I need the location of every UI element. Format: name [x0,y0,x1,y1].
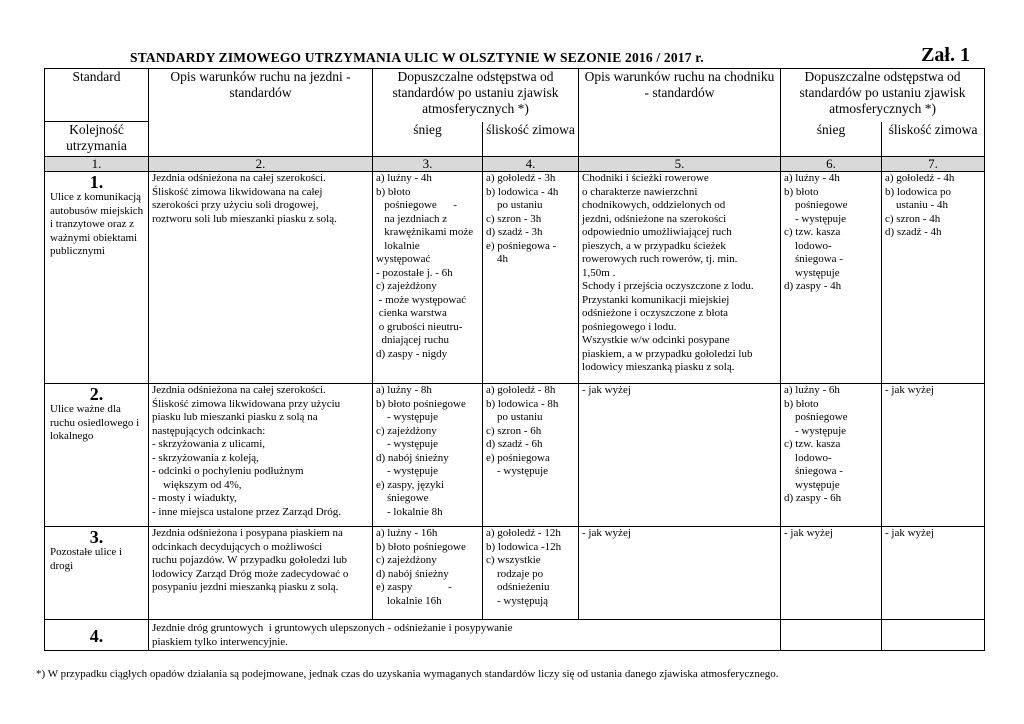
road-slip-deviation: a) gołoledź - 8h b) lodowica - 8h po ustaniu c) szron - 6h d) szadź - 6h e) pośniegowa - występuje [483,384,579,527]
column-number-row [45,157,985,172]
category-name: Pozostałe ulice i drogi [50,546,123,572]
category-number: 1. [89,172,104,192]
category-cell [45,172,149,384]
sidewalk-snow-deviation: a) luźny - 4h b) błoto pośniegowe - występuje c) tzw. kasza lodowo- śniegowa - występuje d) zaspy - 4h [781,172,882,384]
col-number: 2. [149,157,373,172]
category-name: Ulice ważne dla ruchu osiedlowego i lokalnego [50,403,140,442]
sidewalk-standard: - jak wyżej [579,384,781,527]
col-number: 6. [781,157,882,172]
road-snow-deviation: a) luźny - 8h b) błoto pośniegowe - występuje c) zajeżdżony - występuje d) nabój śnieżny - występuje e) zaspy, języki śniegowe - lokalnie 8h [373,384,483,527]
road-snow-deviation: a) luźny - 16h b) błoto pośniegowe c) zajeżdżony d) nabój śnieżny e) zaspy - lokalnie 16h [373,527,483,620]
category-cell [45,384,149,527]
table-row [45,384,985,527]
col-sw-snow: śnieg [781,122,882,157]
col-road-slip: śliskość zimowa [483,122,579,157]
road-slip-deviation: a) gołoledź - 3h b) lodowica - 4h po ustaniu c) szron - 3h d) szadź - 3h e) pośniegowa - 4h [483,172,579,384]
col-sidewalk-desc: Opis warunków ruchu na chodniku - standardów [579,69,781,122]
dirt-road-standard: Jezdnie dróg gruntowych i gruntowych ulepszonych - odśnieżanie i posypywanie piaskiem tylko interwencyjnie. [149,620,781,651]
col-road-snow: śnieg [373,122,483,157]
category-name: Ulice z komunikacją autobusów miejskich i tranzytowe oraz z ważnymi obiektami publicznymi [50,191,144,257]
road-standard: Jezdnia odśnieżona i posypana piaskiem na odcinkach decydujących o możliwości ruchu pojazdów. W przypadku gołoledzi lub lodowicy Zarząd Dróg może zadecydować o posypaniu jezdni mieszanką piasku z solą. [149,527,373,620]
col-order: Kolejność utrzymania [45,122,149,157]
col-number: 4. [483,157,579,172]
sidewalk-snow-deviation: a) luźny - 6h b) błoto pośniegowe - występuje c) tzw. kasza lodowo- śniegowa - występuje d) zaspy - 6h [781,384,882,527]
empty-cell [882,620,985,651]
title-bar [44,44,984,68]
col-number: 3. [373,157,483,172]
col-sidewalk-deviation: Dopuszczalne odstępstwa od standardów po ustaniu zjawisk atmosferycznych *) [781,69,985,122]
col-number: 5. [579,157,781,172]
sidewalk-slip-deviation: - jak wyżej [882,527,985,620]
category-number: 3. [89,527,104,547]
standards-table [44,68,985,651]
road-snow-deviation: a) luźny - 4h b) błoto pośniegowe - na jezdniach z krawężnikami może lokalnie występować - pozostałe j. - 6h c) zajeżdżony - może występować cienka warstwa o grubości nieutru- dniającej ruchu d) zaspy - nigdy [373,172,483,384]
header-row-1 [45,69,985,122]
sidewalk-standard: - jak wyżej [579,527,781,620]
col-sw-slip: śliskość zimowa [882,122,985,157]
attachment-label: Zał. 1 [921,44,970,66]
road-standard: Jezdnia odśnieżona na całej szerokości. Śliskość zimowa likwidowana na całej szerokości przy użyciu soli drogowej, roztworu soli lub mieszanki piasku z solą. [149,172,373,384]
col-road-desc-cont [149,122,373,157]
category-number: 2. [89,384,104,404]
col-road-deviation: Dopuszczalne odstępstwa od standardów po ustaniu zjawisk atmosferycznych *) [373,69,579,122]
document-title: STANDARDY ZIMOWEGO UTRZYMANIA ULIC W OLSZTYNIE W SEZONIE 2016 / 2017 r. [130,50,704,65]
sidewalk-slip-deviation: - jak wyżej [882,384,985,527]
category-number: 4. [89,625,104,646]
road-standard: Jezdnia odśnieżona na całej szerokości. Śliskość zimowa likwidowana przy użyciu piasku lub mieszanki piasku z solą na następujących odcinkach: - skrzyżowania z ulicami, - skrzyżowania z koleją, - odcinki o pochyleniu podłużnym większym od 4%, - mosty i wiadukty, - inne miejsca ustalone przez Zarząd Dróg. [149,384,373,527]
col-road-desc: Opis warunków ruchu na jezdni - standardów [149,69,373,122]
table-row [45,620,985,651]
table-row [45,527,985,620]
road-slip-deviation: a) gołoledź - 12h b) lodowica -12h c) wszystkie rodzaje po odśnieżeniu - występują [483,527,579,620]
sidewalk-standard: Chodniki i ścieżki rowerowe o charakterze nawierzchni chodnikowych, oddzielonych od jezdni, odśnieżone na szerokości odpowiednio umożliwiającej ruch pieszych, a w przypadku ścieżek rowerowych ruch rowerów, tj. min. 1,50m . Schody i przejścia oczyszczone z lodu. Przystanki komunikacji miejskiej odśnieżone i oczyszczone z błota pośniegowego i lodu. Wszystkie w/w odcinki posypane piaskiem, a w przypadku gołoledzi lub lodowicy mieszanką piasku z solą. [579,172,781,384]
col-number: 1. [45,157,149,172]
category-cell [45,527,149,620]
col-standard: Standard [45,69,149,122]
header-row-2 [45,122,985,157]
category-cell [45,620,149,651]
sidewalk-slip-deviation: a) gołoledź - 4h b) lodowica po ustaniu - 4h c) szron - 4h d) szadź - 4h [882,172,985,384]
empty-cell [781,620,882,651]
table-row [45,172,985,384]
col-sidewalk-desc-cont [579,122,781,157]
sidewalk-snow-deviation: - jak wyżej [781,527,882,620]
col-number: 7. [882,157,985,172]
footnote: *) W przypadku ciągłych opadów działania są podejmowane, jednak czas do uzyskania wymaganych standardów liczy się od ustania danego zjawiska atmosferycznego. [36,668,779,680]
